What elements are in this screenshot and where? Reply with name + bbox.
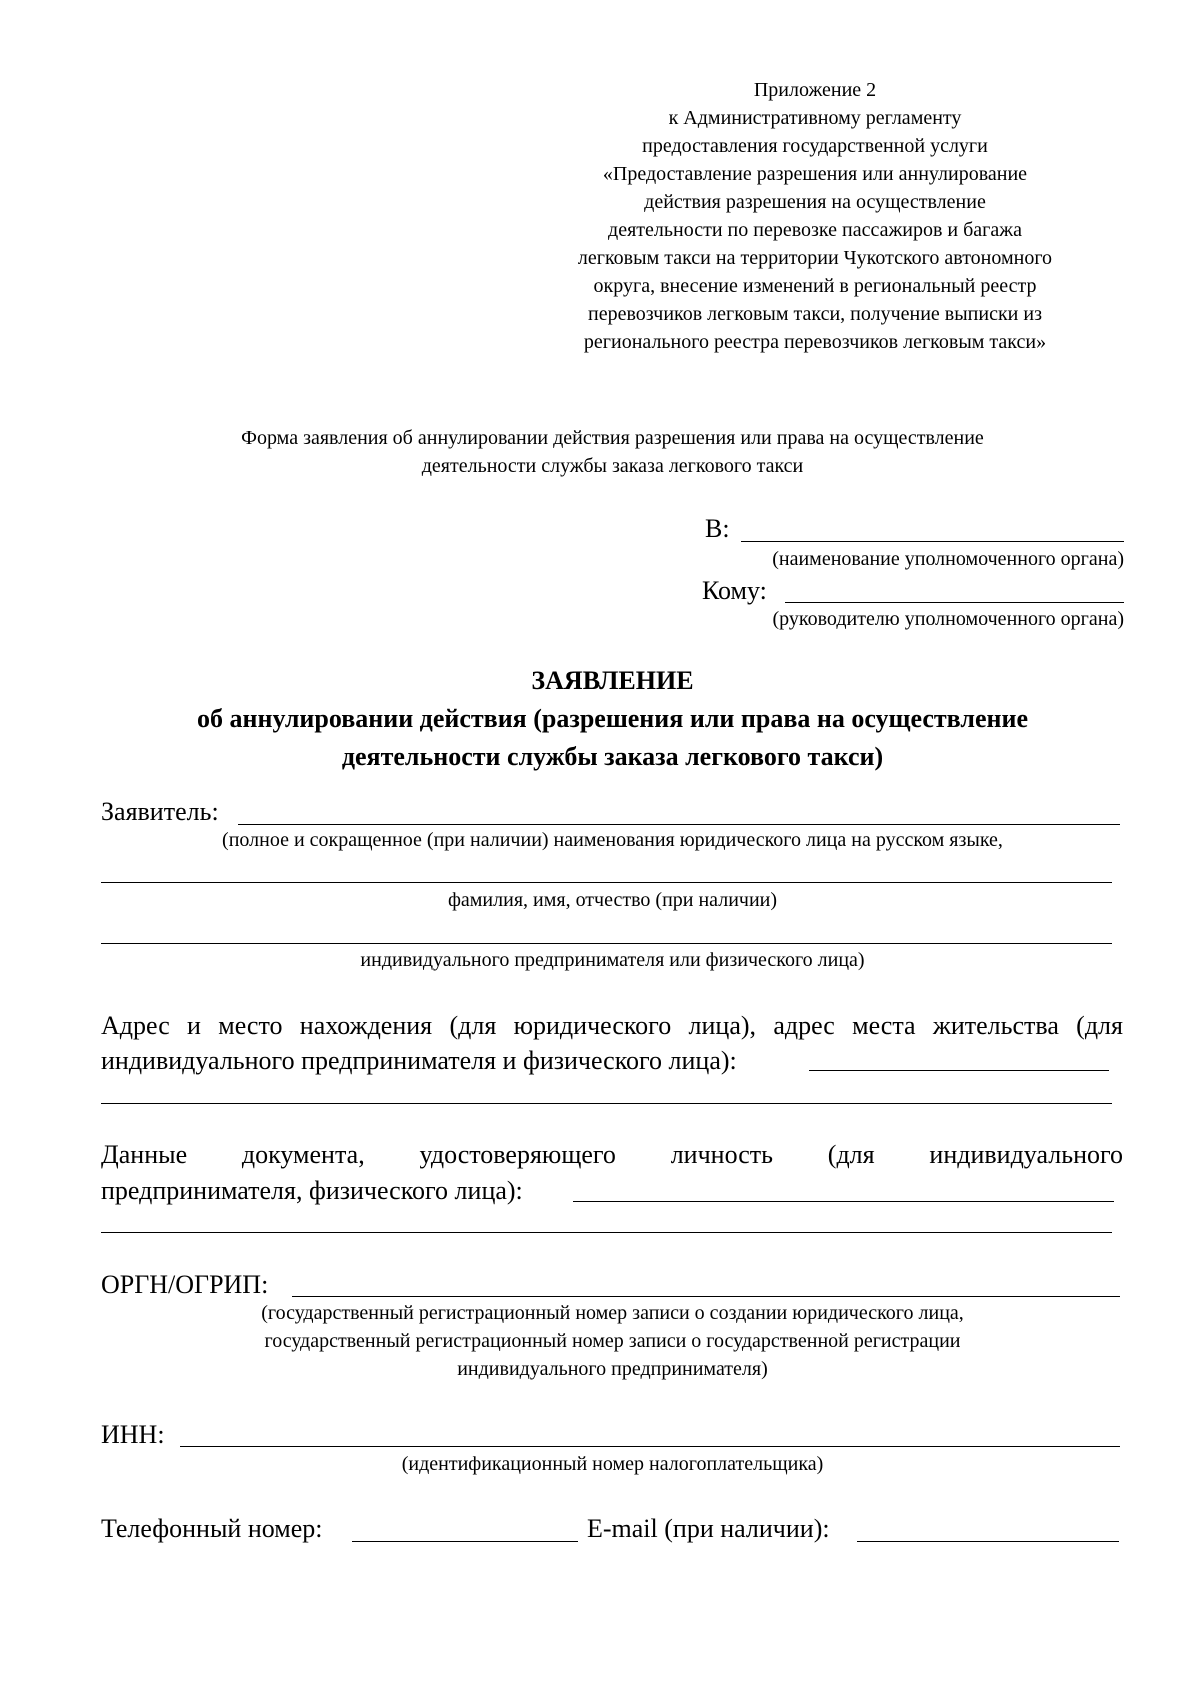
- phone-field[interactable]: [352, 1541, 578, 1542]
- applicant-field[interactable]: [238, 824, 1120, 825]
- appendix-line: легковым такси на территории Чукотского автономного: [577, 247, 1053, 269]
- form-title: [100, 424, 1125, 480]
- email-field[interactable]: [857, 1541, 1119, 1542]
- address-field[interactable]: [809, 1070, 1109, 1071]
- identity-field[interactable]: [573, 1201, 1114, 1202]
- applicant-field-2[interactable]: [101, 882, 1112, 883]
- phone-label: Телефонный номер:: [101, 1514, 323, 1543]
- applicant-field-3[interactable]: [101, 943, 1112, 944]
- appendix-line: к Административному регламенту: [668, 107, 962, 129]
- appendix-line: «Предоставление разрешения или аннулирование: [602, 163, 1028, 185]
- appendix-line: округа, внесение изменений в региональный реестр: [593, 275, 1037, 297]
- inn-field[interactable]: [180, 1446, 1120, 1447]
- appendix-line: действия разрешения на осуществление: [644, 191, 986, 213]
- appendix-line: перевозчиков легковым такси, получение выписки из: [588, 303, 1042, 325]
- inn-hint: (идентификационный номер налогоплательщика): [401, 1453, 824, 1475]
- appendix-line: регионального реестра перевозчиков легковым такси»: [583, 331, 1047, 353]
- ogrn-hint-line: (государственный регистрационный номер записи о создании юридического лица,: [261, 1302, 964, 1324]
- form-title-line: деятельности службы заказа легкового такси: [421, 455, 804, 477]
- ogrn-hint-line: индивидуального предпринимателя): [457, 1358, 768, 1380]
- statement-heading: [100, 662, 1125, 776]
- identity-field-2[interactable]: [101, 1232, 1112, 1233]
- applicant-hint: (полное и сокращенное (при наличии) наименования юридического лица на русском языке,: [222, 829, 1003, 851]
- ogrn-label: ОРГН/ОГРИП:: [101, 1270, 269, 1299]
- appendix-line: предоставления государственной услуги: [642, 135, 988, 157]
- email-label: E-mail (при наличии):: [587, 1514, 830, 1543]
- ogrn-hint-line: государственный регистрационный номер записи о государственной регистрации: [264, 1330, 961, 1352]
- form-title-line: Форма заявления об аннулировании действия разрешения или права на осуществление: [241, 427, 984, 449]
- whom-label: Кому:: [702, 576, 767, 605]
- appendix-line: деятельности по перевозке пассажиров и багажа: [608, 219, 1022, 241]
- applicant-label: Заявитель:: [101, 797, 219, 826]
- appendix-line: Приложение 2: [753, 79, 877, 101]
- identity-line: предпринимателя, физического лица):: [101, 1176, 523, 1205]
- statement-title: ЗАЯВЛЕНИЕ: [531, 666, 694, 695]
- applicant-hint: индивидуального предпринимателя или физического лица): [360, 949, 865, 971]
- statement-subtitle: деятельности службы заказа легкового такси): [341, 742, 884, 771]
- ogrn-field[interactable]: [292, 1296, 1120, 1297]
- statement-subtitle: об аннулировании действия (разрешения или права на осуществление: [197, 704, 1028, 733]
- address-line: Адрес и место нахождения (для юридического лица), адрес места жительства (для: [101, 1011, 1123, 1040]
- whom-hint: (руководителю уполномоченного органа): [772, 608, 1124, 630]
- ogrn-hint: [100, 1299, 1125, 1383]
- address-line: индивидуального предпринимателя и физического лица):: [101, 1046, 737, 1075]
- address-field-2[interactable]: [101, 1103, 1112, 1104]
- whom-field[interactable]: [785, 602, 1124, 603]
- identity-line: Данные документа, удостоверяющего личность (для индивидуального: [101, 1140, 1123, 1169]
- to-field[interactable]: [741, 541, 1124, 542]
- to-label: В:: [705, 514, 730, 543]
- to-hint: (наименование уполномоченного органа): [772, 548, 1124, 570]
- appendix-block: [485, 76, 1145, 356]
- inn-label: ИНН:: [101, 1420, 165, 1449]
- applicant-hint: фамилия, имя, отчество (при наличии): [447, 889, 778, 911]
